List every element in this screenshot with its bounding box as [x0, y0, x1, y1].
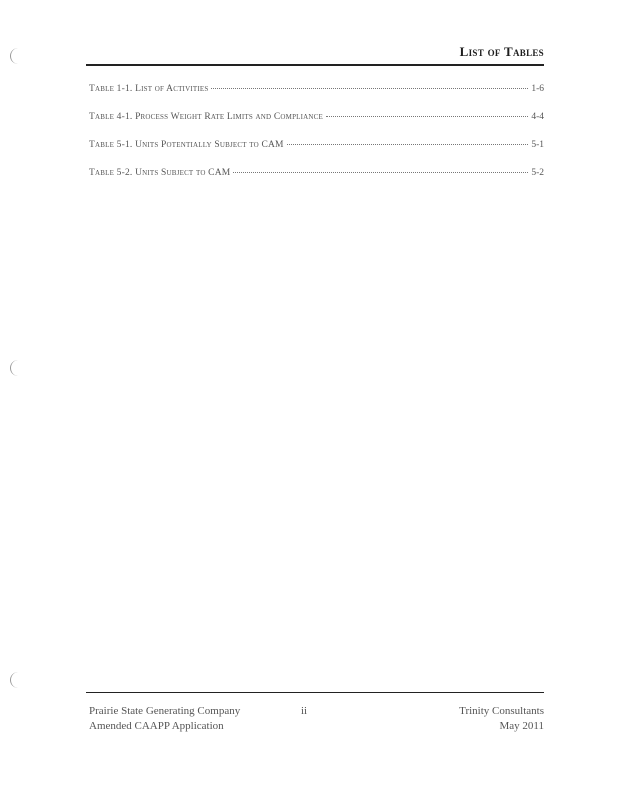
toc-entry-label: Table 5-1. Units Potentially Subject to CAM — [89, 140, 284, 150]
list-of-tables — [89, 84, 544, 196]
footer-left — [89, 704, 240, 734]
footer-document: Amended CAAPP Application — [89, 720, 224, 732]
footer-rule — [86, 692, 544, 693]
toc-entry-page: 5-2 — [531, 168, 544, 178]
page-number: ii — [301, 705, 308, 717]
toc-leader-dots — [211, 88, 528, 89]
footer-right — [459, 704, 544, 734]
scan-margin-mark — [10, 48, 23, 64]
toc-entry-label: Table 5-2. Units Subject to CAM — [89, 168, 231, 178]
page-title: List of Tables — [459, 44, 544, 59]
toc-entry-page: 4-4 — [531, 112, 544, 122]
toc-entry-label: Table 4-1. Process Weight Rate Limits and Compliance — [89, 112, 324, 122]
toc-entry[interactable] — [89, 84, 544, 112]
toc-entry-page: 5-1 — [531, 140, 544, 150]
toc-entry[interactable] — [89, 140, 544, 168]
toc-entry[interactable] — [89, 168, 544, 196]
toc-leader-dots — [233, 172, 528, 173]
footer-company: Prairie State Generating Company — [89, 705, 241, 717]
footer-consultant: Trinity Consultants — [459, 705, 544, 717]
footer-date: May 2011 — [499, 720, 544, 732]
header-rule — [86, 64, 544, 66]
scan-margin-mark — [10, 360, 23, 376]
toc-entry-label: Table 1-1. List of Activities — [89, 84, 209, 94]
toc-entry[interactable] — [89, 112, 544, 140]
toc-leader-dots — [287, 144, 529, 145]
scan-margin-mark — [10, 672, 23, 688]
toc-leader-dots — [326, 116, 528, 117]
toc-entry-page: 1-6 — [531, 84, 544, 94]
